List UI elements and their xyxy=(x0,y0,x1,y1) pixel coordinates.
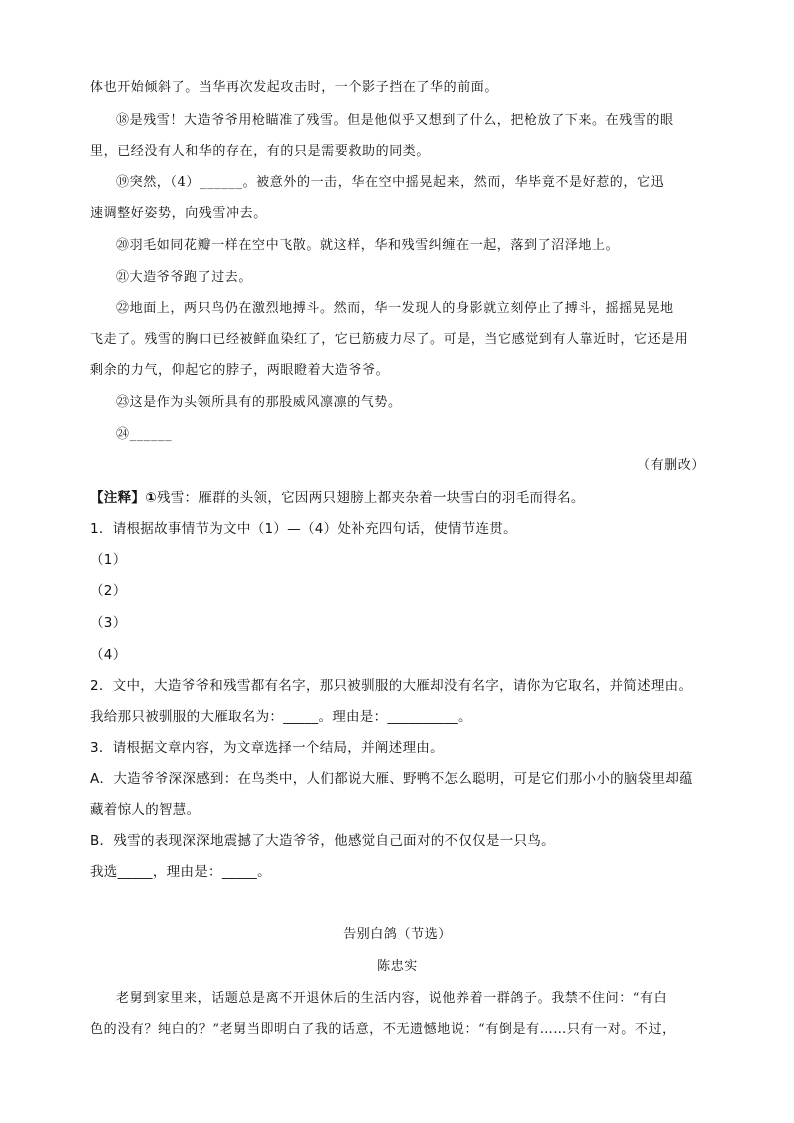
story-paragraph-20: ⑳羽毛如同花瓣一样在空中飞散。就这样，华和残雪纠缠在一起，落到了沼泽地上。 xyxy=(116,238,620,253)
story-line: 剩余的力气，仰起它的脖子，两眼瞪着大造爷爷。 xyxy=(90,363,390,378)
annotation-marker: ① xyxy=(145,490,157,506)
story-paragraph-24: ㉔______ xyxy=(116,427,173,442)
article-title: 告别白鸽（节选） xyxy=(343,927,452,942)
question-2: 2．文中，大造爷爷和残雪都有名字，那只被驯服的大雁却没有名字，请你为它取名，并简述理由。 xyxy=(90,678,693,694)
story-paragraph-18: ⑱是残雪！大造爷爷用枪瞄准了残雪。但是他似乎又想到了什么，把枪放了下来。在残雪的眼 xyxy=(116,113,674,128)
answer-blank-4: （4） xyxy=(90,647,127,663)
annotation-text: 残雪：雁群的头领，它因两只翅膀上都夹杂着一块雪白的羽毛而得名。 xyxy=(156,490,585,506)
article-line: 老舅到家里来，话题总是离不开退休后的生活内容，说他养着一群鸽子。我禁不住问：“有白 xyxy=(116,991,668,1006)
answer-blank-1: （1） xyxy=(90,552,127,568)
question-1: 1．请根据故事情节为文中（1）—（4）处补充四句话，使情节连贯。 xyxy=(90,521,517,537)
question-2-answer: 我给那只被驯服的大雁取名为：_____。理由是：__________。 xyxy=(90,709,472,725)
story-line: 体也开始倾斜了。当华再次发起攻击时，一个影子挡在了华的前面。 xyxy=(90,80,499,95)
option-b: B．残雪的表现深深地震撼了大造爷爷，他感觉自己面对的不仅仅是一只鸟。 xyxy=(90,833,555,849)
question-3: 3．请根据文章内容，为文章选择一个结局，并阐述理由。 xyxy=(90,740,444,756)
story-paragraph-21: ㉑大造爷爷跑了过去。 xyxy=(116,270,253,285)
story-line: 飞走了。残雪的胸口已经被鲜血染红了，它已筋疲力尽了。可是，当它感觉到有人靠近时，它还是用 xyxy=(90,332,689,347)
option-a-continued: 藏着惊人的智慧。 xyxy=(90,802,201,818)
story-paragraph-19: ⑲突然，（4）______。被意外的一击，华在空中摇晃起来，然而，华毕竟不是好惹的，它迅 xyxy=(116,175,665,190)
story-paragraph-23: ㉓这是作为头领所具有的那股威风凛凛的气势。 xyxy=(116,395,402,410)
question-3-answer: 我选_____，理由是：_____。 xyxy=(90,864,271,880)
answer-blank-3: （3） xyxy=(90,615,127,631)
story-line: 里，已经没有人和华的存在，有的只是需要救助的同类。 xyxy=(90,144,431,159)
article-line: 色的没有？纯白的？”老舅当即明白了我的话意，不无遗憾地说：“有倒是有……只有一对。不过， xyxy=(90,1022,676,1037)
annotation xyxy=(90,488,705,508)
answer-blank-2: （2） xyxy=(90,583,127,599)
option-a: A．大造爷爷深深感到：在鸟类中，人们都说大雁、野鸭不怎么聪明，可是它们那小小的脑袋里却蕴 xyxy=(90,771,693,787)
story-line: 速调整好姿势，向残雪冲去。 xyxy=(90,206,267,221)
article-author: 陈忠实 xyxy=(377,959,418,974)
annotation-label: 【注释】 xyxy=(90,490,146,506)
source-note: （有删改） xyxy=(636,458,705,473)
story-paragraph-22: ㉒地面上，两只鸟仍在激烈地搏斗。然而，华一发现人的身影就立刻停止了搏斗，摇摇晃晃地 xyxy=(116,301,674,316)
